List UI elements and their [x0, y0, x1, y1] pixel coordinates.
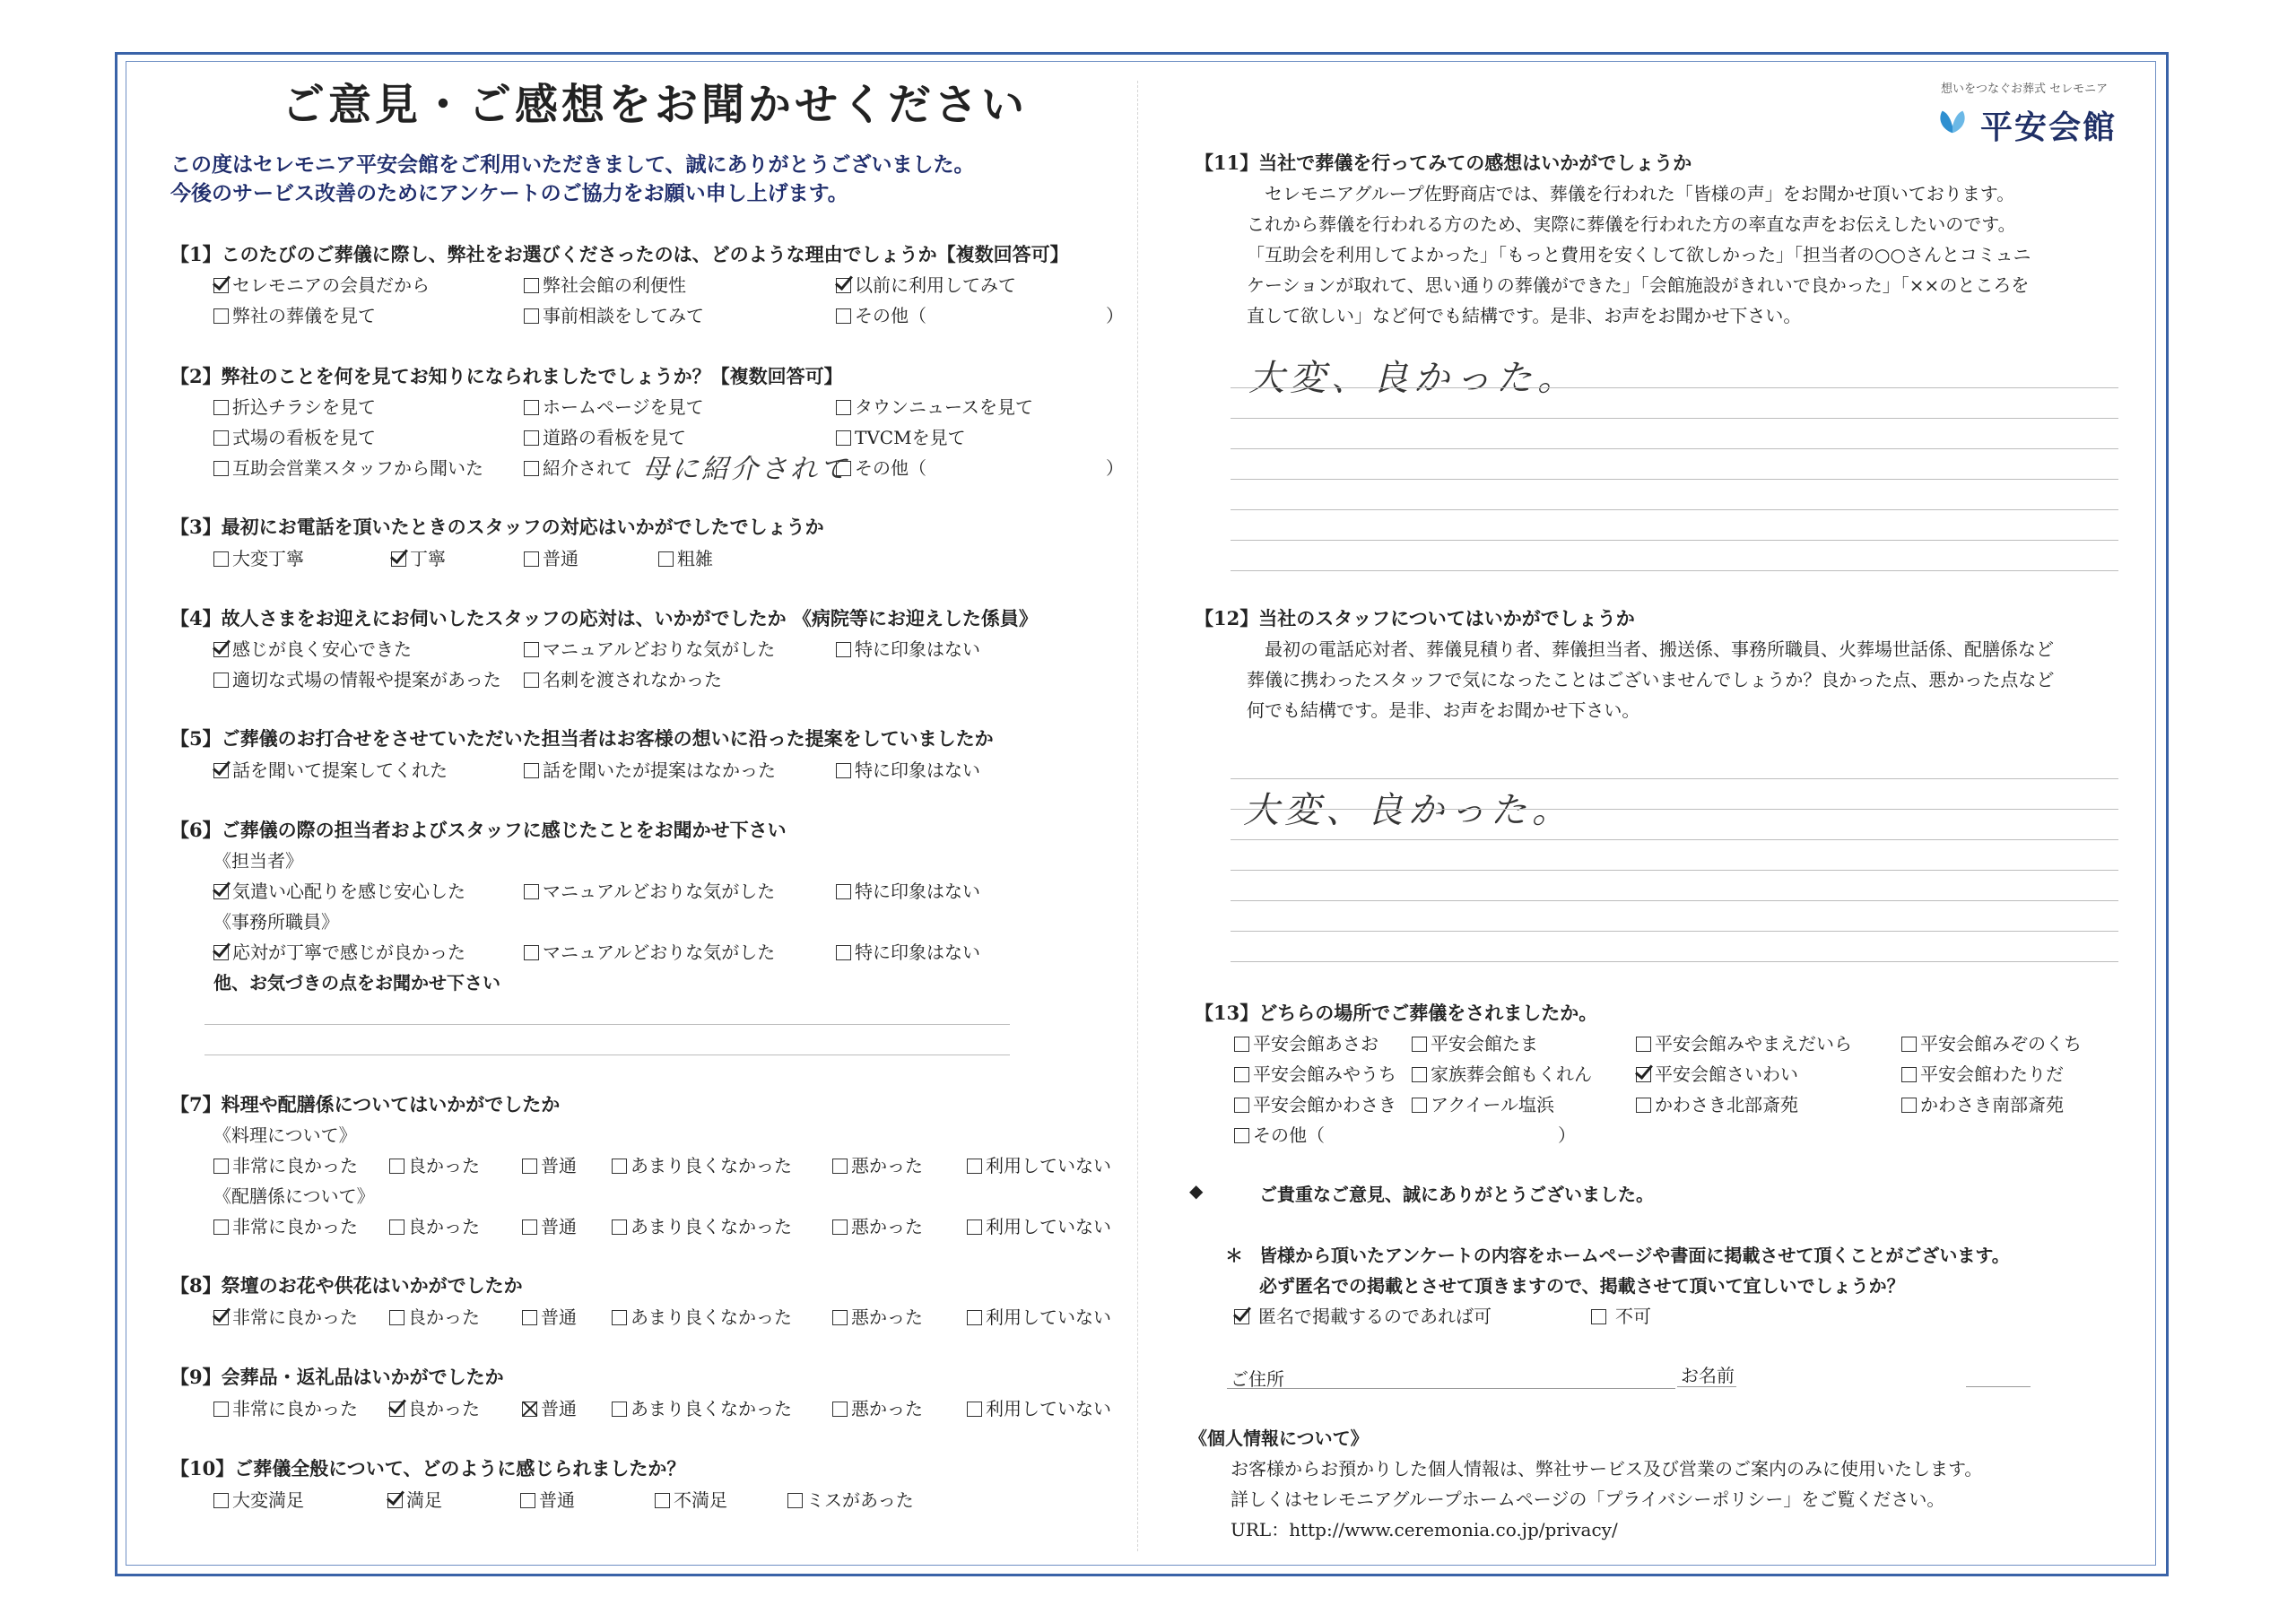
- q2-option[interactable]: 式場の看板を見て: [213, 423, 376, 449]
- checkbox-checked-icon[interactable]: [213, 884, 229, 899]
- q11-text-line: セレモニアグループ佐野商店では、葬儀を行われた「皆様の声」をお聞かせ頂いております。: [1265, 183, 2015, 204]
- checkbox-icon[interactable]: [524, 763, 539, 778]
- q9-option[interactable]: あまり良くなかった: [612, 1394, 792, 1420]
- checkbox-checked-icon[interactable]: [387, 1493, 403, 1508]
- checkbox-icon[interactable]: [612, 1402, 627, 1417]
- q11-text-line: 「互助会を利用してよかった」「もっと費用を安くして欲しかった」「担当者の○○さんとコミュニ: [1247, 244, 2031, 265]
- q13-option[interactable]: アクイール塩浜: [1412, 1090, 1554, 1116]
- q2-option[interactable]: タウンニュースを見て: [836, 393, 1033, 419]
- checkbox-icon[interactable]: [836, 461, 851, 476]
- q2-option[interactable]: 道路の看板を見て: [524, 423, 686, 449]
- q13-heading: 【13】どちらの場所でご葬儀をされましたか。: [1195, 1002, 1598, 1024]
- q7-food-option[interactable]: 普通: [522, 1151, 577, 1177]
- q3-heading: 【3】最初にお電話を頂いたときのスタッフの対応はいかがでしたでしょうか: [170, 516, 824, 538]
- q7-sub-service: 《配膳係について》: [213, 1185, 375, 1207]
- q13-option[interactable]: 平安会館かわさき: [1234, 1090, 1396, 1116]
- q3-option[interactable]: 粗雑: [658, 544, 713, 570]
- q13-option[interactable]: 家族葬会館もくれん: [1412, 1060, 1592, 1086]
- checkbox-icon[interactable]: [1412, 1067, 1427, 1082]
- name-label-underline: [1677, 1386, 1736, 1387]
- q11-answer-line[interactable]: [1231, 418, 2118, 419]
- checkbox-icon[interactable]: [836, 642, 851, 657]
- checkbox-icon[interactable]: [522, 1159, 537, 1174]
- q3-option[interactable]: 大変丁寧: [213, 544, 304, 570]
- q6-option[interactable]: 気遣い心配りを感じ安心した: [213, 877, 465, 903]
- checkbox-icon[interactable]: [836, 308, 851, 324]
- q11-answer-line[interactable]: [1231, 540, 2118, 541]
- q6-option[interactable]: マニュアルどおりな気がした: [524, 938, 775, 964]
- q13-option[interactable]: 平安会館さいわい: [1636, 1060, 1798, 1086]
- q7-service-option[interactable]: 利用していない: [967, 1212, 1111, 1238]
- publish-note-1: 皆様から頂いたアンケートの内容をホームページや書面に掲載させて頂くことがございます。: [1259, 1245, 2010, 1266]
- name-label: お名前: [1681, 1365, 1735, 1386]
- checkbox-icon[interactable]: [213, 1159, 229, 1174]
- checkbox-icon[interactable]: [836, 430, 851, 446]
- q11-text-line: 直して欲しい」など何でも結構です。是非、お声をお聞かせ下さい。: [1247, 305, 1802, 326]
- q12-handwritten-answer: 大変、良かった。: [1243, 790, 1573, 831]
- checkbox-icon[interactable]: [213, 400, 229, 415]
- checkbox-icon[interactable]: [1234, 1098, 1249, 1113]
- q12-answer-line[interactable]: [1231, 931, 2118, 932]
- q4-option[interactable]: 適切な式場の情報や提案があった: [213, 665, 501, 691]
- q11-answer-line[interactable]: [1231, 570, 2118, 571]
- q7-food-option[interactable]: 良かった: [389, 1151, 480, 1177]
- q7-food-option[interactable]: 非常に良かった: [213, 1151, 358, 1177]
- q4-option[interactable]: 感じが良く安心できた: [213, 635, 412, 661]
- checkbox-icon[interactable]: [612, 1219, 627, 1235]
- q6-sub-tantousha: 《担当者》: [213, 850, 303, 872]
- q8-option[interactable]: 普通: [522, 1303, 577, 1329]
- q3-option[interactable]: 丁寧: [391, 544, 446, 570]
- q12-answer-line[interactable]: [1231, 839, 2118, 840]
- checkbox-icon[interactable]: [658, 551, 674, 567]
- checkbox-icon[interactable]: [832, 1159, 848, 1174]
- q1-option[interactable]: 事前相談をしてみて: [524, 301, 704, 327]
- q9-option[interactable]: 普通: [522, 1394, 577, 1420]
- checkbox-icon[interactable]: [524, 945, 539, 960]
- checkbox-icon[interactable]: [836, 400, 851, 415]
- q10-option[interactable]: 普通: [520, 1486, 575, 1512]
- checkbox-crossed-icon[interactable]: [522, 1402, 537, 1417]
- checkbox-icon[interactable]: [389, 1159, 404, 1174]
- checkbox-icon[interactable]: [389, 1219, 404, 1235]
- q11-handwritten-answer: 大変、良かった。: [1248, 358, 1578, 399]
- checkbox-icon[interactable]: [524, 278, 539, 293]
- q9-option[interactable]: 利用していない: [967, 1394, 1111, 1420]
- checkbox-icon[interactable]: [213, 1219, 229, 1235]
- checkbox-icon[interactable]: [1234, 1128, 1249, 1143]
- checkbox-icon[interactable]: [832, 1219, 848, 1235]
- asterisk-marker: ＊: [1225, 1245, 1243, 1266]
- checkbox-icon[interactable]: [1234, 1037, 1249, 1052]
- q2-option[interactable]: ホームページを見て: [524, 393, 704, 419]
- checkbox-icon[interactable]: [1636, 1037, 1651, 1052]
- butterfly-icon: [1935, 104, 1970, 138]
- q11-answer-line[interactable]: [1231, 479, 2118, 480]
- checkbox-checked-icon[interactable]: [1636, 1067, 1651, 1082]
- checkbox-icon[interactable]: [612, 1159, 627, 1174]
- checkbox-icon[interactable]: [524, 673, 539, 688]
- checkbox-icon[interactable]: [520, 1493, 535, 1508]
- q13-option[interactable]: 平安会館たま: [1412, 1029, 1538, 1055]
- q5-option[interactable]: 話を聞いたが提案はなかった: [524, 756, 776, 782]
- q12-text-line: 葬儀に携わったスタッフで気になったことはございませんでしょうか？良かった点、悪かった点など: [1247, 669, 2055, 690]
- q6-heading: 【6】ご葬儀の際の担当者およびスタッフに感じたことをお聞かせ下さい: [170, 819, 787, 841]
- checkbox-checked-icon[interactable]: [213, 1310, 229, 1325]
- q13-option[interactable]: 平安会館あさお: [1234, 1029, 1378, 1055]
- q1-option[interactable]: 弊社会館の利便性: [524, 271, 686, 297]
- checkbox-icon[interactable]: [1412, 1098, 1427, 1113]
- checkbox-checked-icon[interactable]: [1234, 1309, 1249, 1324]
- checkbox-icon[interactable]: [967, 1219, 982, 1235]
- diamond-bullet-icon: ◆: [1189, 1180, 1204, 1202]
- q5-heading: 【5】ご葬儀のお打合せをさせていただいた担当者はお客様の想いに沿った提案をしていましたか: [170, 727, 994, 750]
- q11-answer-line[interactable]: [1231, 509, 2118, 510]
- q11-text-line: これから葬儀を行われる方のため、実際に葬儀を行われた方の率直な声をお伝えしたいのです。: [1247, 213, 2016, 235]
- q12-text-line: 何でも結構です。是非、お声をお聞かせ下さい。: [1247, 699, 1640, 721]
- q10-option[interactable]: ミスがあった: [787, 1486, 914, 1512]
- page-fold: [1137, 81, 1138, 1551]
- q7-food-option[interactable]: 利用していない: [967, 1151, 1111, 1177]
- q12-answer-line[interactable]: [1231, 778, 2118, 779]
- q10-option[interactable]: 不満足: [655, 1486, 727, 1512]
- q6-option[interactable]: 特に印象はない: [836, 877, 980, 903]
- q2-handwritten-note: 母に紹介されて: [642, 454, 849, 485]
- name-line[interactable]: [1966, 1386, 2031, 1387]
- q11-answer-line[interactable]: [1231, 448, 2118, 449]
- checkbox-icon[interactable]: [524, 461, 539, 476]
- company-logo: [1928, 75, 2144, 147]
- address-label: ご住所: [1231, 1368, 1284, 1390]
- q7-service-option[interactable]: あまり良くなかった: [612, 1212, 792, 1238]
- checkbox-icon[interactable]: [522, 1310, 537, 1325]
- checkbox-icon[interactable]: [832, 1310, 848, 1325]
- checkbox-icon[interactable]: [213, 461, 229, 476]
- q5-option[interactable]: 話を聞いて提案してくれた: [213, 756, 448, 782]
- checkbox-checked-icon[interactable]: [213, 763, 229, 778]
- privacy-heading: 《個人情報について》: [1189, 1428, 1369, 1449]
- q4-option[interactable]: 名刺を渡されなかった: [524, 665, 722, 691]
- q4-option[interactable]: 特に印象はない: [836, 635, 980, 661]
- q2-option[interactable]: 折込チラシを見て: [213, 393, 376, 419]
- q4-heading: 【4】故人さまをお迎えにお伺いしたスタッフの応対は、いかがでしたか 《病院等にお迎えした係員》: [170, 607, 1038, 629]
- q9-option[interactable]: 良かった: [389, 1394, 480, 1420]
- q12-heading: 【12】当社のスタッフについてはいかがでしょうか: [1195, 607, 1635, 629]
- checkbox-icon[interactable]: [1901, 1067, 1917, 1082]
- q1-option[interactable]: その他（ ）: [836, 301, 1124, 327]
- q8-heading: 【8】祭壇のお花や供花はいかがでしたか: [170, 1274, 523, 1297]
- q1-option[interactable]: 弊社の葬儀を見て: [213, 301, 376, 327]
- checkbox-icon[interactable]: [389, 1310, 404, 1325]
- q2-option[interactable]: 互助会営業スタッフから聞いた: [213, 454, 483, 480]
- checkbox-icon[interactable]: [213, 308, 229, 324]
- q7-service-option[interactable]: 悪かった: [832, 1212, 923, 1238]
- checkbox-icon[interactable]: [832, 1402, 848, 1417]
- q6-option[interactable]: 特に印象はない: [836, 938, 980, 964]
- checkbox-checked-icon[interactable]: [213, 278, 229, 293]
- q6-option[interactable]: 応対が丁寧で感じが良かった: [213, 938, 465, 964]
- q9-heading: 【9】会葬品・返礼品はいかがでしたか: [170, 1366, 504, 1388]
- q7-food-option[interactable]: 悪かった: [832, 1151, 923, 1177]
- checkbox-icon[interactable]: [836, 763, 851, 778]
- q7-service-option[interactable]: 普通: [522, 1212, 577, 1238]
- checkbox-checked-icon[interactable]: [836, 278, 851, 293]
- q13-option[interactable]: かわさき南部斎苑: [1901, 1090, 2064, 1116]
- q5-option[interactable]: 特に印象はない: [836, 756, 980, 782]
- q11-answer-line[interactable]: [1231, 387, 2118, 388]
- publish-note-2: 必ず匿名での掲載とさせて頂きますので、掲載させて頂いて宜しいでしょうか？: [1259, 1275, 1905, 1297]
- q2-option[interactable]: TVCMを見て: [836, 423, 966, 449]
- checkbox-checked-icon[interactable]: [213, 945, 229, 960]
- checkbox-checked-icon[interactable]: [213, 642, 229, 657]
- address-line[interactable]: [1227, 1388, 1675, 1389]
- checkbox-icon[interactable]: [524, 884, 539, 899]
- checkbox-checked-icon[interactable]: [391, 551, 406, 567]
- q13-option[interactable]: 平安会館みぞのくち: [1901, 1029, 2082, 1055]
- q6-answer-line[interactable]: [204, 1024, 1010, 1025]
- q12-text-line: 最初の電話応対者、葬儀見積り者、葬儀担当者、搬送係、事務所職員、火葬場世話係、配膳係など: [1265, 638, 2054, 660]
- q10-heading: 【10】ご葬儀全般について、どのように感じられましたか？: [170, 1457, 686, 1480]
- q8-option[interactable]: 悪かった: [832, 1303, 923, 1329]
- logo-tagline: 想いをつなぐお葬式 セレモニア: [1941, 82, 2109, 96]
- checkbox-icon[interactable]: [213, 430, 229, 446]
- checkbox-icon[interactable]: [524, 551, 539, 567]
- checkbox-icon[interactable]: [1901, 1098, 1917, 1113]
- intro-text: [170, 151, 1121, 208]
- intro-line-1: この度はセレモニア平安会館をご利用いただきまして、誠にありがとうございました。: [170, 152, 975, 177]
- checkbox-icon[interactable]: [213, 551, 229, 567]
- q6-sub-office: 《事務所職員》: [213, 911, 339, 933]
- checkbox-icon[interactable]: [524, 430, 539, 446]
- q7-food-option[interactable]: あまり良くなかった: [612, 1151, 792, 1177]
- q8-option[interactable]: 良かった: [389, 1303, 480, 1329]
- q1-heading: 【1】このたびのご葬儀に際し、弊社をお選びくださったのは、どのような理由でしょうか【複数回答可】: [170, 243, 1069, 265]
- q10-option[interactable]: 大変満足: [213, 1486, 304, 1512]
- q12-answer-line[interactable]: [1231, 961, 2118, 962]
- q9-option[interactable]: 悪かった: [832, 1394, 923, 1420]
- checkbox-icon[interactable]: [836, 945, 851, 960]
- q13-option[interactable]: かわさき北部斎苑: [1636, 1090, 1798, 1116]
- checkbox-icon[interactable]: [967, 1159, 982, 1174]
- q13-option[interactable]: 平安会館みやまえだいら: [1636, 1029, 1852, 1055]
- checkbox-icon[interactable]: [655, 1493, 670, 1508]
- q2-option[interactable]: 紹介されて: [524, 454, 632, 480]
- q7-service-option[interactable]: 良かった: [389, 1212, 480, 1238]
- checkbox-icon[interactable]: [524, 400, 539, 415]
- checkbox-icon[interactable]: [213, 1402, 229, 1417]
- checkbox-icon[interactable]: [524, 642, 539, 657]
- logo-name: 平安会館: [1980, 108, 2118, 146]
- checkbox-icon[interactable]: [836, 884, 851, 899]
- q3-option[interactable]: 普通: [524, 544, 578, 570]
- checkbox-icon[interactable]: [1412, 1037, 1427, 1052]
- checkbox-checked-icon[interactable]: [389, 1402, 404, 1417]
- checkbox-icon[interactable]: [1591, 1309, 1606, 1324]
- page-title: ご意見・ご感想をお聞かせください: [281, 80, 1028, 130]
- q11-text-line: ケーションが取れて、思い通りの葬儀ができた」「会館施設がきれいで良かった」「××のところを: [1247, 274, 2030, 296]
- q1-option[interactable]: 以前に利用してみて: [836, 271, 1016, 297]
- q13-option[interactable]: その他（ ）: [1234, 1121, 1576, 1147]
- q7-heading: 【7】料理や配膳係についてはいかがでしたか: [170, 1093, 561, 1115]
- checkbox-icon[interactable]: [787, 1493, 803, 1508]
- q13-option[interactable]: 平安会館みやうち: [1234, 1060, 1396, 1086]
- checkbox-icon[interactable]: [213, 673, 229, 688]
- q11-heading: 【11】当社で葬儀を行ってみての感想はいかがでしょうか: [1195, 152, 1692, 174]
- q8-option[interactable]: 利用していない: [967, 1303, 1111, 1329]
- q9-option[interactable]: 非常に良かった: [213, 1394, 358, 1420]
- checkbox-icon[interactable]: [967, 1402, 982, 1417]
- checkbox-icon[interactable]: [213, 1493, 229, 1508]
- checkbox-icon[interactable]: [524, 308, 539, 324]
- q8-option[interactable]: あまり良くなかった: [612, 1303, 792, 1329]
- checkbox-icon[interactable]: [1234, 1067, 1249, 1082]
- q12-answer-line[interactable]: [1231, 900, 2118, 901]
- q10-option[interactable]: 満足: [387, 1486, 442, 1512]
- thanks-text: ご貴重なご意見、誠にありがとうございました。: [1259, 1184, 1654, 1205]
- q2-option[interactable]: その他（ ）: [836, 454, 1124, 480]
- checkbox-icon[interactable]: [1901, 1037, 1917, 1052]
- q1-option[interactable]: セレモニアの会員だから: [213, 271, 430, 297]
- checkbox-icon[interactable]: [967, 1310, 982, 1325]
- q12-answer-line[interactable]: [1231, 809, 2118, 810]
- checkbox-icon[interactable]: [522, 1219, 537, 1235]
- privacy-line-1: お客様からお預かりした個人情報は、弊社サービス及び営業のご案内のみに使用いたします。: [1231, 1458, 1983, 1480]
- q4-option[interactable]: マニュアルどおりな気がした: [524, 635, 775, 661]
- checkbox-icon[interactable]: [1636, 1098, 1651, 1113]
- q13-option[interactable]: 平安会館わたりだ: [1901, 1060, 2064, 1086]
- checkbox-icon[interactable]: [612, 1310, 627, 1325]
- q12-answer-line[interactable]: [1231, 870, 2118, 871]
- q7-service-option[interactable]: 非常に良かった: [213, 1212, 358, 1238]
- privacy-url[interactable]: URL：http://www.ceremonia.co.jp/privacy/: [1231, 1519, 1618, 1541]
- q7-sub-food: 《料理について》: [213, 1124, 357, 1146]
- publish-option-ng[interactable]: 不可: [1591, 1302, 1651, 1328]
- q2-heading: 【2】弊社のことを何を見てお知りになられましたでしょうか？【複数回答可】: [170, 365, 843, 387]
- intro-line-2: 今後のサービス改善のためにアンケートのご協力をお願い申し上げます。: [170, 181, 848, 205]
- q6-option[interactable]: マニュアルどおりな気がした: [524, 877, 775, 903]
- publish-option-ok[interactable]: 匿名で掲載するのであれば可: [1234, 1302, 1492, 1328]
- privacy-line-2: 詳しくはセレモニアグループホームページの「プライバシーポリシー」をご覧ください。: [1231, 1488, 1945, 1510]
- q8-option[interactable]: 非常に良かった: [213, 1303, 358, 1329]
- q6-other-label: 他、お気づきの点をお聞かせ下さい: [213, 972, 500, 994]
